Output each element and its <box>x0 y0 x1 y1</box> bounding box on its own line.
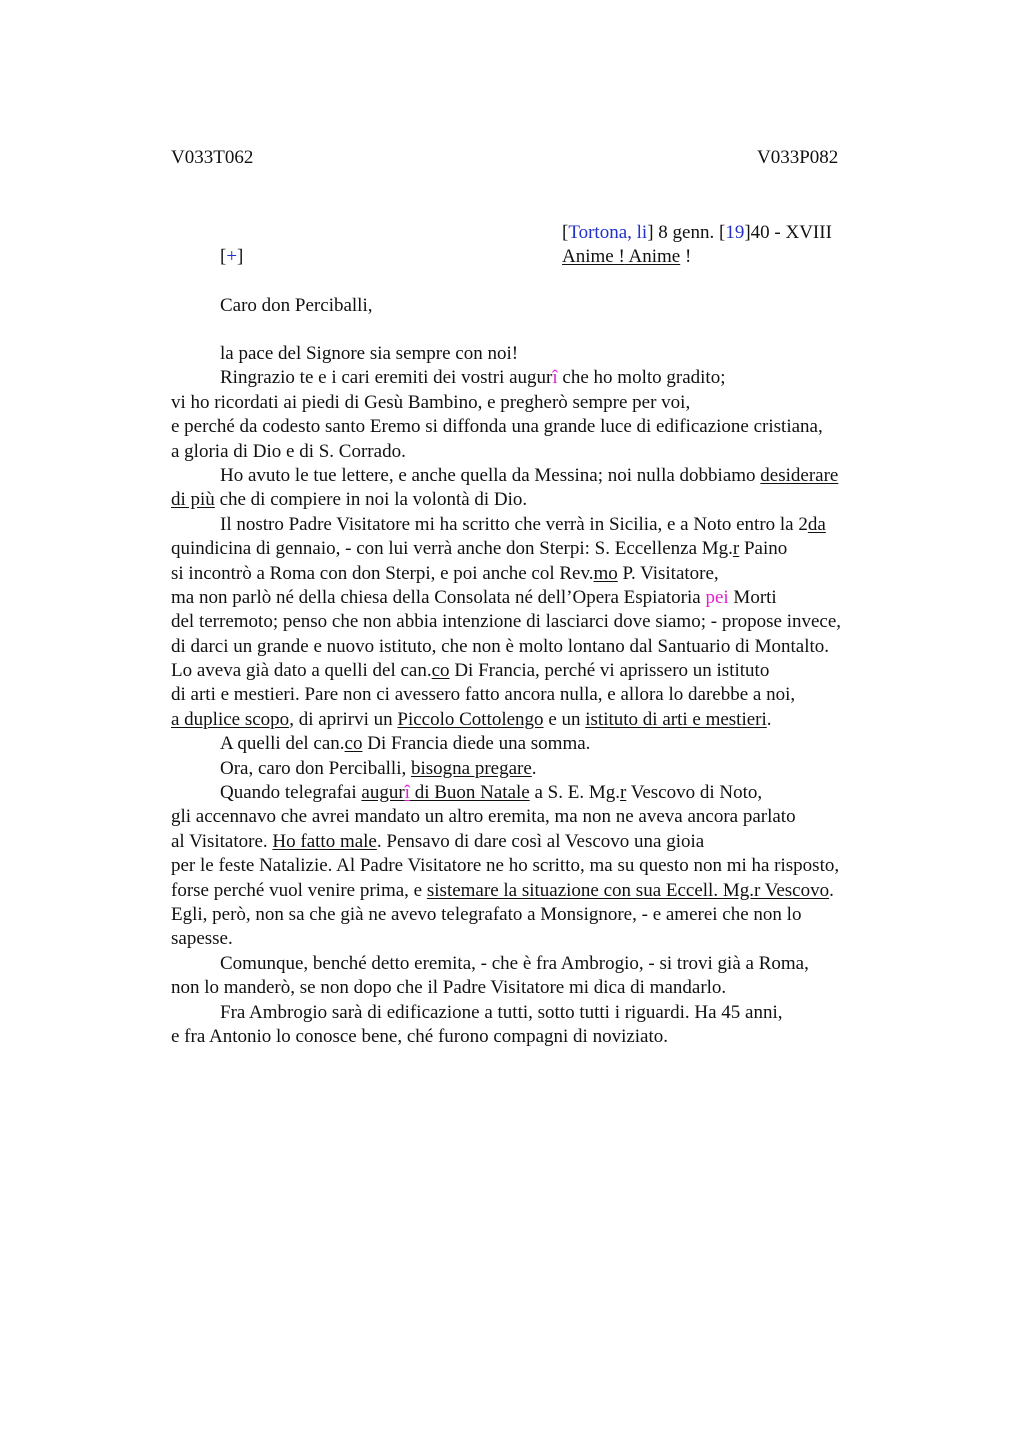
line-text: forse perché vuol venire prima, e <box>171 879 427 901</box>
line-text: quindicina di gennaio, - con lui verrà anche don Sterpi: S. Eccellenza Mg. <box>171 538 733 560</box>
line-text: di darci un grande e nuovo istituto, che non è molto lontano dal Santuario di Montalto. <box>171 635 830 657</box>
line-text: vi ho ricordati ai piedi di Gesù Bambino, e pregherò sempre per voi, <box>171 391 691 413</box>
body-line <box>171 635 911 659</box>
body-line <box>171 830 911 854</box>
body-line <box>171 391 911 415</box>
line-text: gli accennavo che avrei mandato un altro eremita, ma non ne aveva ancora parlato <box>171 806 796 828</box>
line-text: sapesse. <box>171 928 233 950</box>
underlined-text: Ho fatto male <box>272 830 377 852</box>
underlined-text: a duplice scopo <box>171 708 290 730</box>
underlined-text: sistemare la situazione con sua Eccell. Mg.r Vescovo <box>426 879 830 901</box>
underlined-text: mo <box>593 562 618 584</box>
body-line <box>171 562 911 586</box>
body-line <box>171 781 911 805</box>
letter-body <box>171 342 911 1049</box>
line-text: Ho avuto le tue lettere, e anche quella da Messina; noi nulla dobbiamo <box>220 464 761 486</box>
underlined-text: Piccolo Cottolengo <box>397 708 544 730</box>
body-line <box>171 976 911 1000</box>
underlined-text: di più <box>171 489 215 511</box>
line-text: Di Francia, perché vi aprissero un istituto <box>449 660 770 682</box>
underlined-text: co <box>344 733 363 755</box>
header-right-code: V033P082 <box>757 147 839 168</box>
header-left-code: V033T062 <box>171 147 254 168</box>
line-text: a S. E. Mg. <box>529 782 620 804</box>
underlined-text: î <box>404 782 410 804</box>
line-text: non lo manderò, se non dopo che il Padre Visitatore mi dica di mandarlo. <box>171 977 727 999</box>
body-line <box>171 1001 911 1025</box>
salutation: Caro don Perciballi, <box>220 295 373 316</box>
body-line <box>171 610 911 634</box>
body-line <box>171 537 911 561</box>
line-text: di arti e mestieri. Pare non ci avessero fatto ancora nulla, e allora lo darebbe a noi, <box>171 684 796 706</box>
dateline <box>562 221 832 245</box>
body-line <box>171 464 911 488</box>
body-line <box>171 732 911 756</box>
motto-word-1: Anime ! <box>562 246 625 267</box>
line-text: che ho molto gradito; <box>557 367 726 389</box>
body-line <box>171 805 911 829</box>
body-line <box>171 757 911 781</box>
body-line <box>171 513 911 537</box>
body-line <box>171 415 911 439</box>
underlined-text: co <box>431 660 450 682</box>
body-line <box>171 952 911 976</box>
line-text: . Pensavo di dare così al Vescovo una gioia <box>376 830 705 852</box>
line-text: Morti <box>728 586 777 608</box>
line-text: , di aprirvi un <box>289 708 398 730</box>
body-line <box>171 586 911 610</box>
underlined-text: r <box>732 538 740 560</box>
line-text: Ringrazio te e i cari eremiti dei vostri augur <box>220 367 553 389</box>
line-text: che di compiere in noi la volontà di Dio. <box>214 489 528 511</box>
line-text: al Visitatore. <box>171 830 273 852</box>
body-line <box>171 903 911 927</box>
line-text: Vescovo di Noto, <box>626 782 763 804</box>
dateline-mid: ] 8 genn. [ <box>647 222 726 243</box>
line-text: del terremoto; penso che non abbia intenzione di lasciarci dove siamo; - propose invece, <box>171 611 842 633</box>
underlined-text: augur <box>361 782 405 804</box>
underlined-text: istituto di arti e mestieri <box>585 708 767 730</box>
body-line <box>171 708 911 732</box>
underlined-text: di Buon Natale <box>409 782 530 804</box>
dateline-open: [ <box>562 222 569 243</box>
body-line <box>171 659 911 683</box>
line-text: Paino <box>739 538 788 560</box>
line-text: a gloria di Dio e di S. Corrado. <box>171 440 406 462</box>
dateline-place: Tortona, li <box>568 222 648 243</box>
line-text: la pace del Signore sia sempre con noi! <box>220 343 519 364</box>
line-text: e fra Antonio lo conosce bene, ché furono compagni di noviziato. <box>171 1025 669 1047</box>
line-text: ma non parlò né della chiesa della Consolata né dell’Opera Espiatoria <box>171 586 706 608</box>
line-text: . <box>829 879 834 901</box>
underlined-text: r <box>619 782 627 804</box>
body-line <box>171 879 911 903</box>
body-line <box>171 683 911 707</box>
line-text: e un <box>543 708 586 730</box>
body-line <box>171 1025 911 1049</box>
line-text: Il nostro Padre Visitatore mi ha scritto che verrà in Sicilia, e a Noto entro la 2 <box>220 513 808 535</box>
motto-word-2: Anime <box>628 246 681 267</box>
line-text: Fra Ambrogio sarà di edificazione a tutti, sotto tutti i riguardi. Ha 45 anni, <box>220 1001 783 1023</box>
highlighted-text: î <box>552 367 558 389</box>
underlined-text: desiderare <box>760 464 839 486</box>
body-line <box>171 927 911 951</box>
highlighted-text: pei <box>705 586 729 608</box>
line-text: Quando telegrafai <box>220 782 362 804</box>
body-line <box>171 440 911 464</box>
dateline-year-prefix: 19 <box>725 222 745 243</box>
line-text: . <box>531 757 537 779</box>
underlined-text: da <box>807 513 826 535</box>
body-line <box>171 366 911 390</box>
cross-mark: [+] <box>220 246 244 267</box>
line-text: P. Visitatore, <box>617 562 719 584</box>
line-text: A quelli del can. <box>220 733 345 755</box>
body-line <box>171 488 911 512</box>
line-text: si incontrò a Roma con don Sterpi, e poi anche col Rev. <box>171 562 594 584</box>
line-text: Lo aveva già dato a quelli del can. <box>171 660 432 682</box>
dateline-rest: ]40 - XVIII <box>744 222 832 243</box>
underlined-text: bisogna pregare <box>410 757 532 779</box>
body-line <box>171 342 911 366</box>
body-line <box>171 854 911 878</box>
line-text: Egli, però, non sa che già ne avevo telegrafato a Monsignore, - e amerei che non lo <box>171 903 802 925</box>
line-text: e perché da codesto santo Eremo si diffonda una grande luce di edificazione cristiana, <box>171 416 823 438</box>
line-text: Comunque, benché detto eremita, - che è fra Ambrogio, - si trovi già a Roma, <box>220 952 809 974</box>
cross-symbol: + <box>226 246 238 267</box>
motto: Anime ! Anime ! <box>562 246 692 267</box>
line-text: Ora, caro don Perciballi, <box>220 757 411 779</box>
line-text: . <box>766 708 772 730</box>
line-text: Di Francia diede una somma. <box>362 733 591 755</box>
line-text: per le feste Natalizie. Al Padre Visitatore ne ho scritto, ma su questo non mi ha risposto, <box>171 855 840 877</box>
